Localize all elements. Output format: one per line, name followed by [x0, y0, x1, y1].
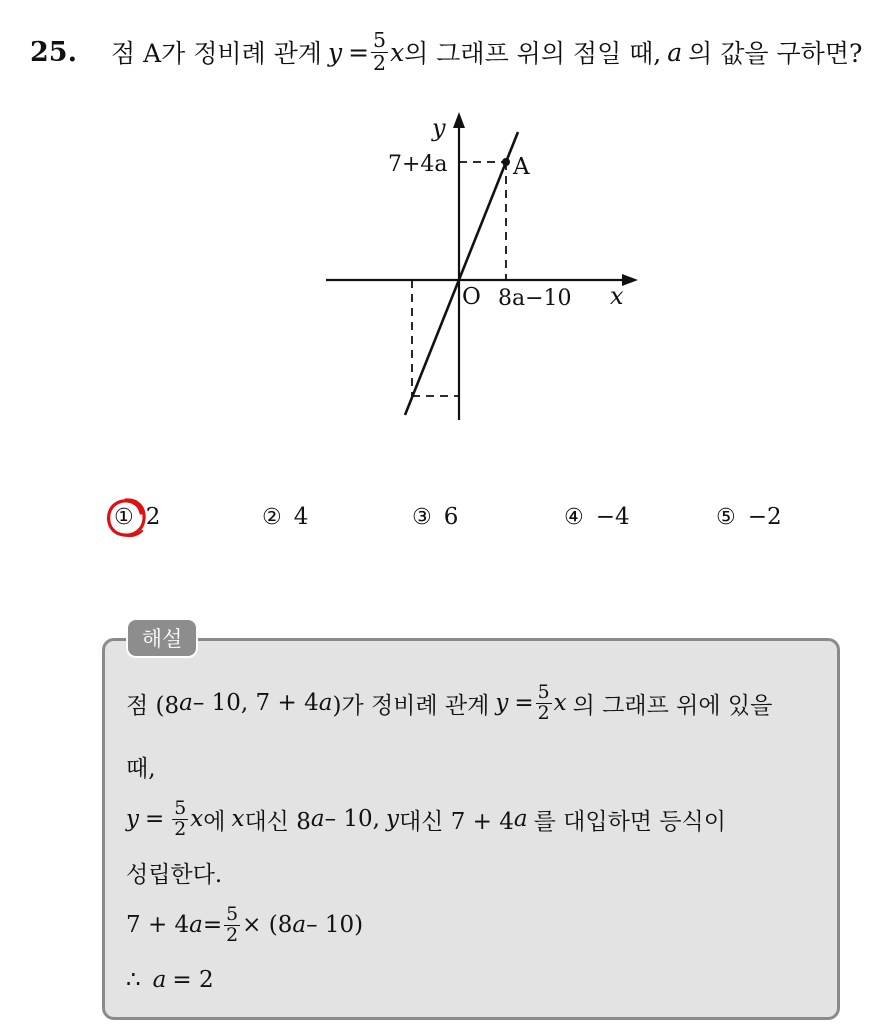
- sol-l1-y: y: [495, 690, 509, 716]
- sol-l5-fraction: [224, 902, 240, 946]
- choice-1[interactable]: [114, 504, 160, 530]
- solution-line-6: [126, 960, 214, 1000]
- proportion-graph: [318, 104, 648, 434]
- sol-l5-frac-num: 5: [226, 902, 239, 925]
- sol-l3-x2: x: [231, 806, 245, 832]
- sol-l1-a: 점 (8: [126, 692, 180, 719]
- sol-l3-b: 대신 8: [244, 808, 311, 835]
- sol-l3-frac-num: 5: [174, 796, 187, 819]
- question-equals: =: [348, 37, 370, 67]
- sol-l1-eq: =: [514, 690, 534, 716]
- sol-l1-b: a: [179, 690, 193, 716]
- sol-l1-frac-den: 2: [537, 701, 550, 724]
- sol-l3-e: 를 대입하면 등식이: [533, 808, 726, 835]
- question-text-prefix: 점 A가 정비례 관계: [110, 39, 322, 68]
- question-text-suffix-2: 의 값을 구하면?: [688, 39, 863, 68]
- question-number: 25.: [30, 36, 77, 68]
- sol-l1-d: a: [318, 690, 333, 716]
- solution-tab: 해설: [126, 618, 198, 658]
- sol-l5-a-var2: a: [292, 912, 307, 938]
- choice-3-mark: ③: [412, 504, 432, 530]
- solution-line-3: [126, 788, 726, 850]
- question-fraction: [371, 27, 388, 75]
- sol-l5-a: 7 + 4: [126, 912, 190, 938]
- sol-l6-a-var: a: [152, 967, 167, 993]
- choice-5[interactable]: [716, 504, 782, 530]
- question-line: [30, 22, 870, 82]
- sol-l3-eq: =: [145, 806, 165, 832]
- choice-1-value: 2: [145, 504, 161, 530]
- sol-l3-a-var: a: [310, 806, 325, 832]
- sol-l3-d: 대신 7 + 4: [398, 808, 514, 835]
- solution-line-5: [126, 894, 363, 956]
- answer-choices: [104, 496, 824, 542]
- choice-5-mark: ⑤: [716, 504, 736, 530]
- fraction-numerator: 5: [373, 27, 387, 52]
- sol-l1-x: x: [553, 690, 567, 716]
- choice-4-value: −4: [595, 504, 630, 530]
- sol-l3-c: – 10,: [324, 806, 380, 832]
- point-a-label: A: [513, 154, 530, 180]
- sol-l3-a-var2: a: [513, 806, 528, 832]
- origin-label: O: [462, 284, 481, 310]
- point-a-dot: [502, 158, 510, 166]
- solution-line-4: 성립한다.: [126, 861, 223, 888]
- choice-4-mark: ④: [564, 504, 584, 530]
- choice-1-mark: ①: [114, 504, 134, 530]
- sol-l5-d: – 10): [306, 912, 364, 938]
- y-tick-label: 7+4a: [388, 152, 448, 177]
- y-axis-arrow: [453, 112, 465, 128]
- sol-l3-y2: y: [385, 806, 399, 832]
- sol-l1-f: 의 그래프 위에 있을: [572, 692, 773, 719]
- sol-l1-c: – 10, 7 + 4: [192, 690, 319, 716]
- sol-l6-therefore: ∴: [126, 967, 141, 993]
- sol-l6-b: = 2: [172, 967, 214, 993]
- question-x-var: x: [390, 37, 405, 67]
- sol-l5-a-var: a: [189, 912, 203, 938]
- sol-l1-e: )가 정비례 관계: [332, 692, 490, 719]
- sol-l3-y: y: [126, 806, 139, 832]
- choice-5-value: −2: [747, 504, 782, 530]
- question-y-var: y: [327, 37, 343, 67]
- sol-l5-c: × (8: [242, 912, 293, 938]
- sol-l5-frac-den: 2: [226, 923, 239, 946]
- choice-4[interactable]: [564, 504, 630, 530]
- sol-l3-frac-den: 2: [174, 817, 187, 840]
- solution-line-1: [126, 672, 772, 734]
- fraction-denominator: 2: [373, 50, 387, 75]
- choice-2[interactable]: [262, 504, 308, 530]
- x-tick-label: 8a−10: [498, 286, 572, 311]
- sol-l5-eq: =: [202, 912, 223, 938]
- sol-l3-a: 에: [203, 808, 226, 835]
- choice-3[interactable]: [412, 504, 458, 530]
- sol-l1-fraction: [536, 680, 552, 724]
- sol-l3-x: x: [190, 806, 204, 832]
- solution-line-2: 때,: [126, 755, 156, 782]
- choice-3-value: 6: [443, 504, 459, 530]
- choice-2-value: 4: [293, 504, 309, 530]
- x-axis-arrow: [622, 274, 638, 286]
- question-text-suffix-1: 의 그래프 위의 점일 때,: [404, 39, 662, 68]
- y-axis-label: y: [432, 114, 446, 142]
- question-a-var: a: [667, 37, 683, 67]
- sol-l1-frac-num: 5: [537, 680, 550, 703]
- sol-l3-fraction: [172, 796, 188, 840]
- x-axis-label: x: [610, 282, 624, 310]
- choice-2-mark: ②: [262, 504, 282, 530]
